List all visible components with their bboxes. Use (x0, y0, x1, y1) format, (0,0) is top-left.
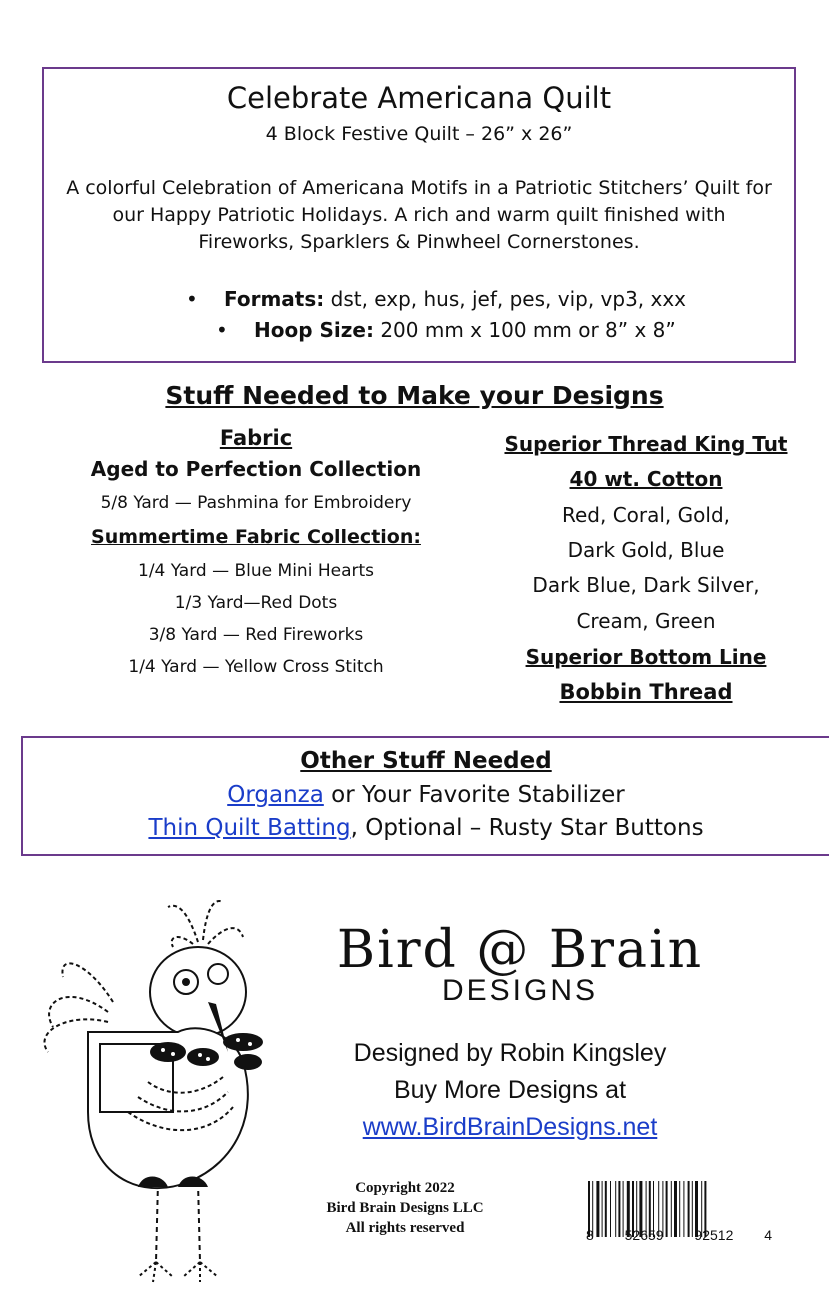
quilt-description: A colorful Celebration of Americana Motifs in a Patriotic Stitchers’ Quilt for our Happy Patriotic Holidays. A rich and warm quilt finished with Fireworks, Sparklers & Pinwheel Cornerstones. (66, 177, 772, 253)
thread-color-line: Dark Gold, Blue (567, 538, 725, 562)
copyright-line: All rights reserved (345, 1220, 465, 1236)
website-link[interactable]: www.BirdBrainDesigns.net (362, 1113, 658, 1141)
other-stuff-box (21, 736, 829, 856)
designed-by: Designed by Robin Kingsley (353, 1039, 667, 1067)
intro-box (42, 67, 796, 363)
designer-block (320, 1035, 700, 1146)
fabric-collection-1: Aged to Perfection Collection (90, 457, 422, 481)
formats-value: dst, exp, hus, jef, pes, vip, vp3, xxx (330, 287, 687, 311)
fabric-item-1: 5/8 Yard — Pashmina for Embroidery (100, 493, 412, 513)
other-stuff-heading: Other Stuff Needed (300, 748, 552, 774)
batting-link[interactable]: Thin Quilt Batting (148, 815, 351, 841)
bird-illustration (28, 882, 298, 1292)
barcode-digits (586, 1227, 772, 1243)
fabric-list-item: 1/4 Yard — Blue Mini Hearts (138, 561, 374, 581)
barcode-digit-group: 92512 (694, 1227, 734, 1243)
buy-more: Buy More Designs at (393, 1076, 627, 1104)
batting-text: , Optional – Rusty Star Buttons (350, 815, 704, 841)
bobbin-thread: Bobbin Thread (559, 680, 733, 704)
fabric-list-item: 1/4 Yard — Yellow Cross Stitch (128, 657, 384, 677)
fabric-heading: Fabric (219, 426, 293, 450)
thread-heading: Superior Thread King Tut (504, 432, 788, 456)
thread-color-line: Dark Blue, Dark Silver, (532, 573, 760, 597)
organza-link[interactable]: Organza (227, 782, 324, 808)
barcode-digit-group: 4 (764, 1227, 772, 1243)
logo-word-brain: Brain (548, 920, 704, 980)
copyright-line: Bird Brain Designs LLC (326, 1200, 484, 1216)
hoop-value: 200 mm x 100 mm or 8” x 8” (380, 318, 676, 342)
thread-weight: 40 wt. Cotton (569, 467, 723, 491)
fabric-list-item: 3/8 Yard — Red Fireworks (148, 625, 364, 645)
bullet-icon: • (186, 287, 198, 311)
thread-color-line: Red, Coral, Gold, (561, 503, 730, 527)
bird-brain-logo (330, 920, 710, 1030)
quilt-subtitle: 4 Block Festive Quilt – 26” x 26” (265, 123, 573, 145)
batting-line (23, 815, 829, 841)
bobbin-heading: Superior Bottom Line (525, 645, 767, 669)
formats-label: Formats: (224, 287, 325, 311)
fabric-collection-2: Summertime Fabric Collection: (91, 526, 421, 548)
quilt-title: Celebrate Americana Quilt (226, 81, 612, 115)
formats-line (186, 287, 687, 311)
fabric-list-item: 1/3 Yard—Red Dots (174, 593, 338, 613)
swirl-icon: @ (476, 920, 531, 980)
barcode-digit-group: 8 (586, 1227, 594, 1243)
logo-subtitle: DESIGNS (441, 974, 599, 1007)
bullet-icon: • (216, 318, 228, 342)
barcode-digit-group: 52659 (624, 1227, 664, 1243)
logo-word-bird: Bird (336, 920, 458, 980)
thread-color-line: Cream, Green (576, 609, 716, 633)
stabilizer-text: or Your Favorite Stabilizer (323, 782, 625, 808)
hoop-line (216, 318, 676, 342)
materials-heading: Stuff Needed to Make your Designs (165, 381, 664, 410)
logo-wordmark (330, 920, 710, 980)
copyright-block (290, 1178, 520, 1238)
stabilizer-line (23, 782, 829, 808)
copyright-line: Copyright 2022 (355, 1180, 455, 1196)
hoop-label: Hoop Size: (254, 318, 374, 342)
